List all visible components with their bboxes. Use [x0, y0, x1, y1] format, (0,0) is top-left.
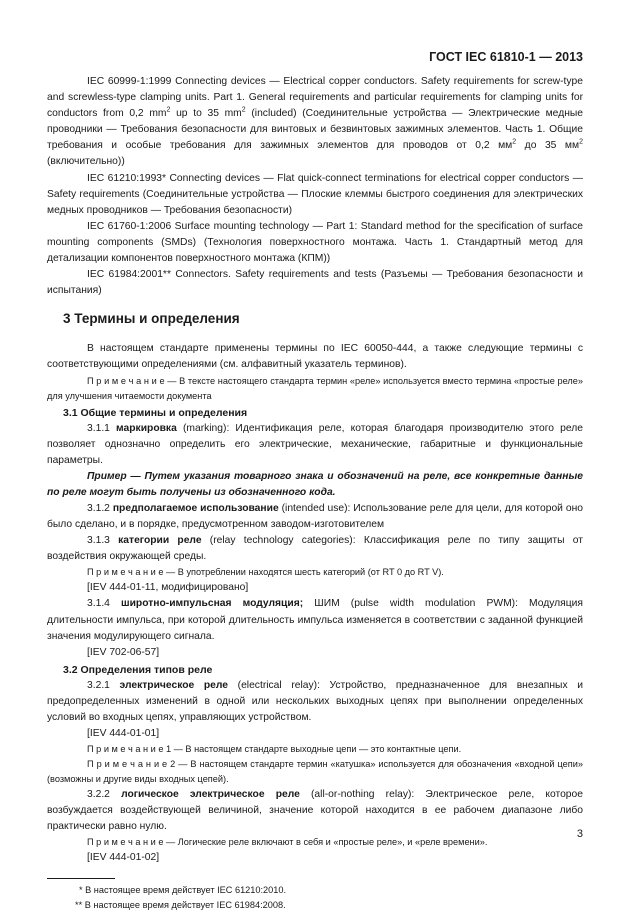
term-3-1-1: 3.1.1 маркировка (marking): Идентификация реле, которая благодаря производителю этого реле позволяет однозначно определить его электрические, механические, габаритные и функциональные параметры.	[47, 422, 583, 466]
note-1-3-2-1: П р и м е ч а н и е 1 — В настоящем стандарте выходные цепи — это контактные цепи.	[87, 744, 462, 755]
section-3-title: 3 Термины и определения	[63, 311, 240, 327]
reference-iec-61760: IEC 61760-1:2006 Surface mounting technology — Part 1: Standard method for the specification of surface mounting components (SMDs) (Технология поверхностного монтажа. Часть 1. Стандартный метод для детализации компонентов поверхностного монтажа (КПМ))	[47, 220, 583, 265]
term-3-1-4: 3.1.4 широтно-импульсная модуляция; ШИМ (pulse width modulation PWM): Модуляция длительности импульса, при которой длительность импульса изменяется в соответствии с заданной функцией значения модулирующего сигнала.	[47, 598, 583, 642]
standard-header: ГОСТ IEC 61810-1 — 2013	[429, 50, 583, 64]
iev-ref-3-1-3: [IEV 444-01-11, модифицировано]	[87, 582, 249, 594]
note-3-1-3: П р и м е ч а н и е — В употреблении находятся шесть категорий (от RT 0 до RT V).	[87, 567, 444, 578]
note-3-2-2: П р и м е ч а н и е — Логические реле включают в себя и «простые реле», и «реле времени».	[87, 837, 488, 848]
page-content	[47, 74, 583, 913]
section-3-2-title: 3.2 Определения типов реле	[63, 663, 213, 676]
section-3-intro: В настоящем стандарте применены термины по IEC 60050-444, а также следующие термины с соответствующими определениями (см. алфавитный указатель терминов).	[47, 343, 583, 371]
reference-iec-60999: IEC 60999-1:1999 Connecting devices — Electrical copper conductors. Safety requirements for screw-type and screwless-type clamping units. Part 1. General requirements and particular requirements for clamping units for conductors from 0,2 $mm^2$ up to 35 $mm^2$ (included) (Соединительные устройства — Электрические медные проводники — Требования безопасности для винтовых и безвинтовых зажимных элементов. Часть 1. Общие требования и особые требования для зажимных элементов для проводов от 0,2 $мм^2$ до 35 $мм^2$ (включительно))	[47, 76, 584, 168]
term-3-1-3: 3.1.3 категории реле (relay technology categories): Классификация реле по типу защиты от воздействия окружающей среды.	[47, 535, 583, 563]
page-number: 3	[576, 828, 583, 840]
term-3-2-2: 3.2.2 логическое электрическое реле (all-or-nothing relay): Электрическое реле, которое возбуждается воздействующей величиной, значение которой находится в ее рабочем диапазоне либо практически равно нулю.	[47, 789, 583, 833]
reference-iec-61984: IEC 61984:2001** Connectors. Safety requirements and tests (Разъемы — Требования безопасности и испытания)	[47, 269, 583, 297]
footnote-2: ** В настоящее время действует IEC 61984:2008.	[75, 899, 286, 910]
example-3-1-1: Пример — Путем указания товарного знака и обозначений на реле, все конкретные данные по реле могут быть получены из обозначенного кода.	[47, 470, 583, 498]
footnote-1: * В настоящее время действует IEC 61210:2010.	[79, 884, 287, 895]
iev-ref-3-2-1: [IEV 444-01-01]	[87, 728, 160, 740]
footnote-divider	[47, 878, 115, 879]
reference-iec-61210: IEC 61210:1993* Connecting devices — Flat quick-connect terminations for electrical copper conductors — Safety requirements (Соединительные устройства — Плоские клеммы быстрого соединения для электрических медных проводников — Требования безопасности)	[47, 172, 583, 216]
iev-ref-3-2-2: [IEV 444-01-02]	[87, 852, 160, 864]
section-3-note: П р и м е ч а н и е — В тексте настоящего стандарта термин «реле» используется вместо термина «простые реле» для улучшения читаемости документа	[47, 375, 583, 401]
term-3-1-2: 3.1.2 предполагаемое использование (intended use): Использование реле для цели, для которой оно было сделано, и в порядке, предусмотренном заводом-изготовителем	[47, 502, 583, 531]
term-3-2-1: 3.2.1 электрическое реле (electrical relay): Устройство, предназначенное для внезапных и предопределенных изменений в одной или нескольких выходных цепях при выполнении определенных условий во входных цепях, управляющих устройством.	[47, 679, 583, 723]
section-3-1-title: 3.1 Общие термины и определения	[63, 406, 248, 419]
iev-ref-3-1-4: [IEV 702-06-57]	[87, 646, 160, 658]
note-2-3-2-1: П р и м е ч а н и е 2 — В настоящем стандарте термин «катушка» используется для обозначения «входной цепи» (возможны и другие виды входных цепей).	[47, 759, 583, 785]
